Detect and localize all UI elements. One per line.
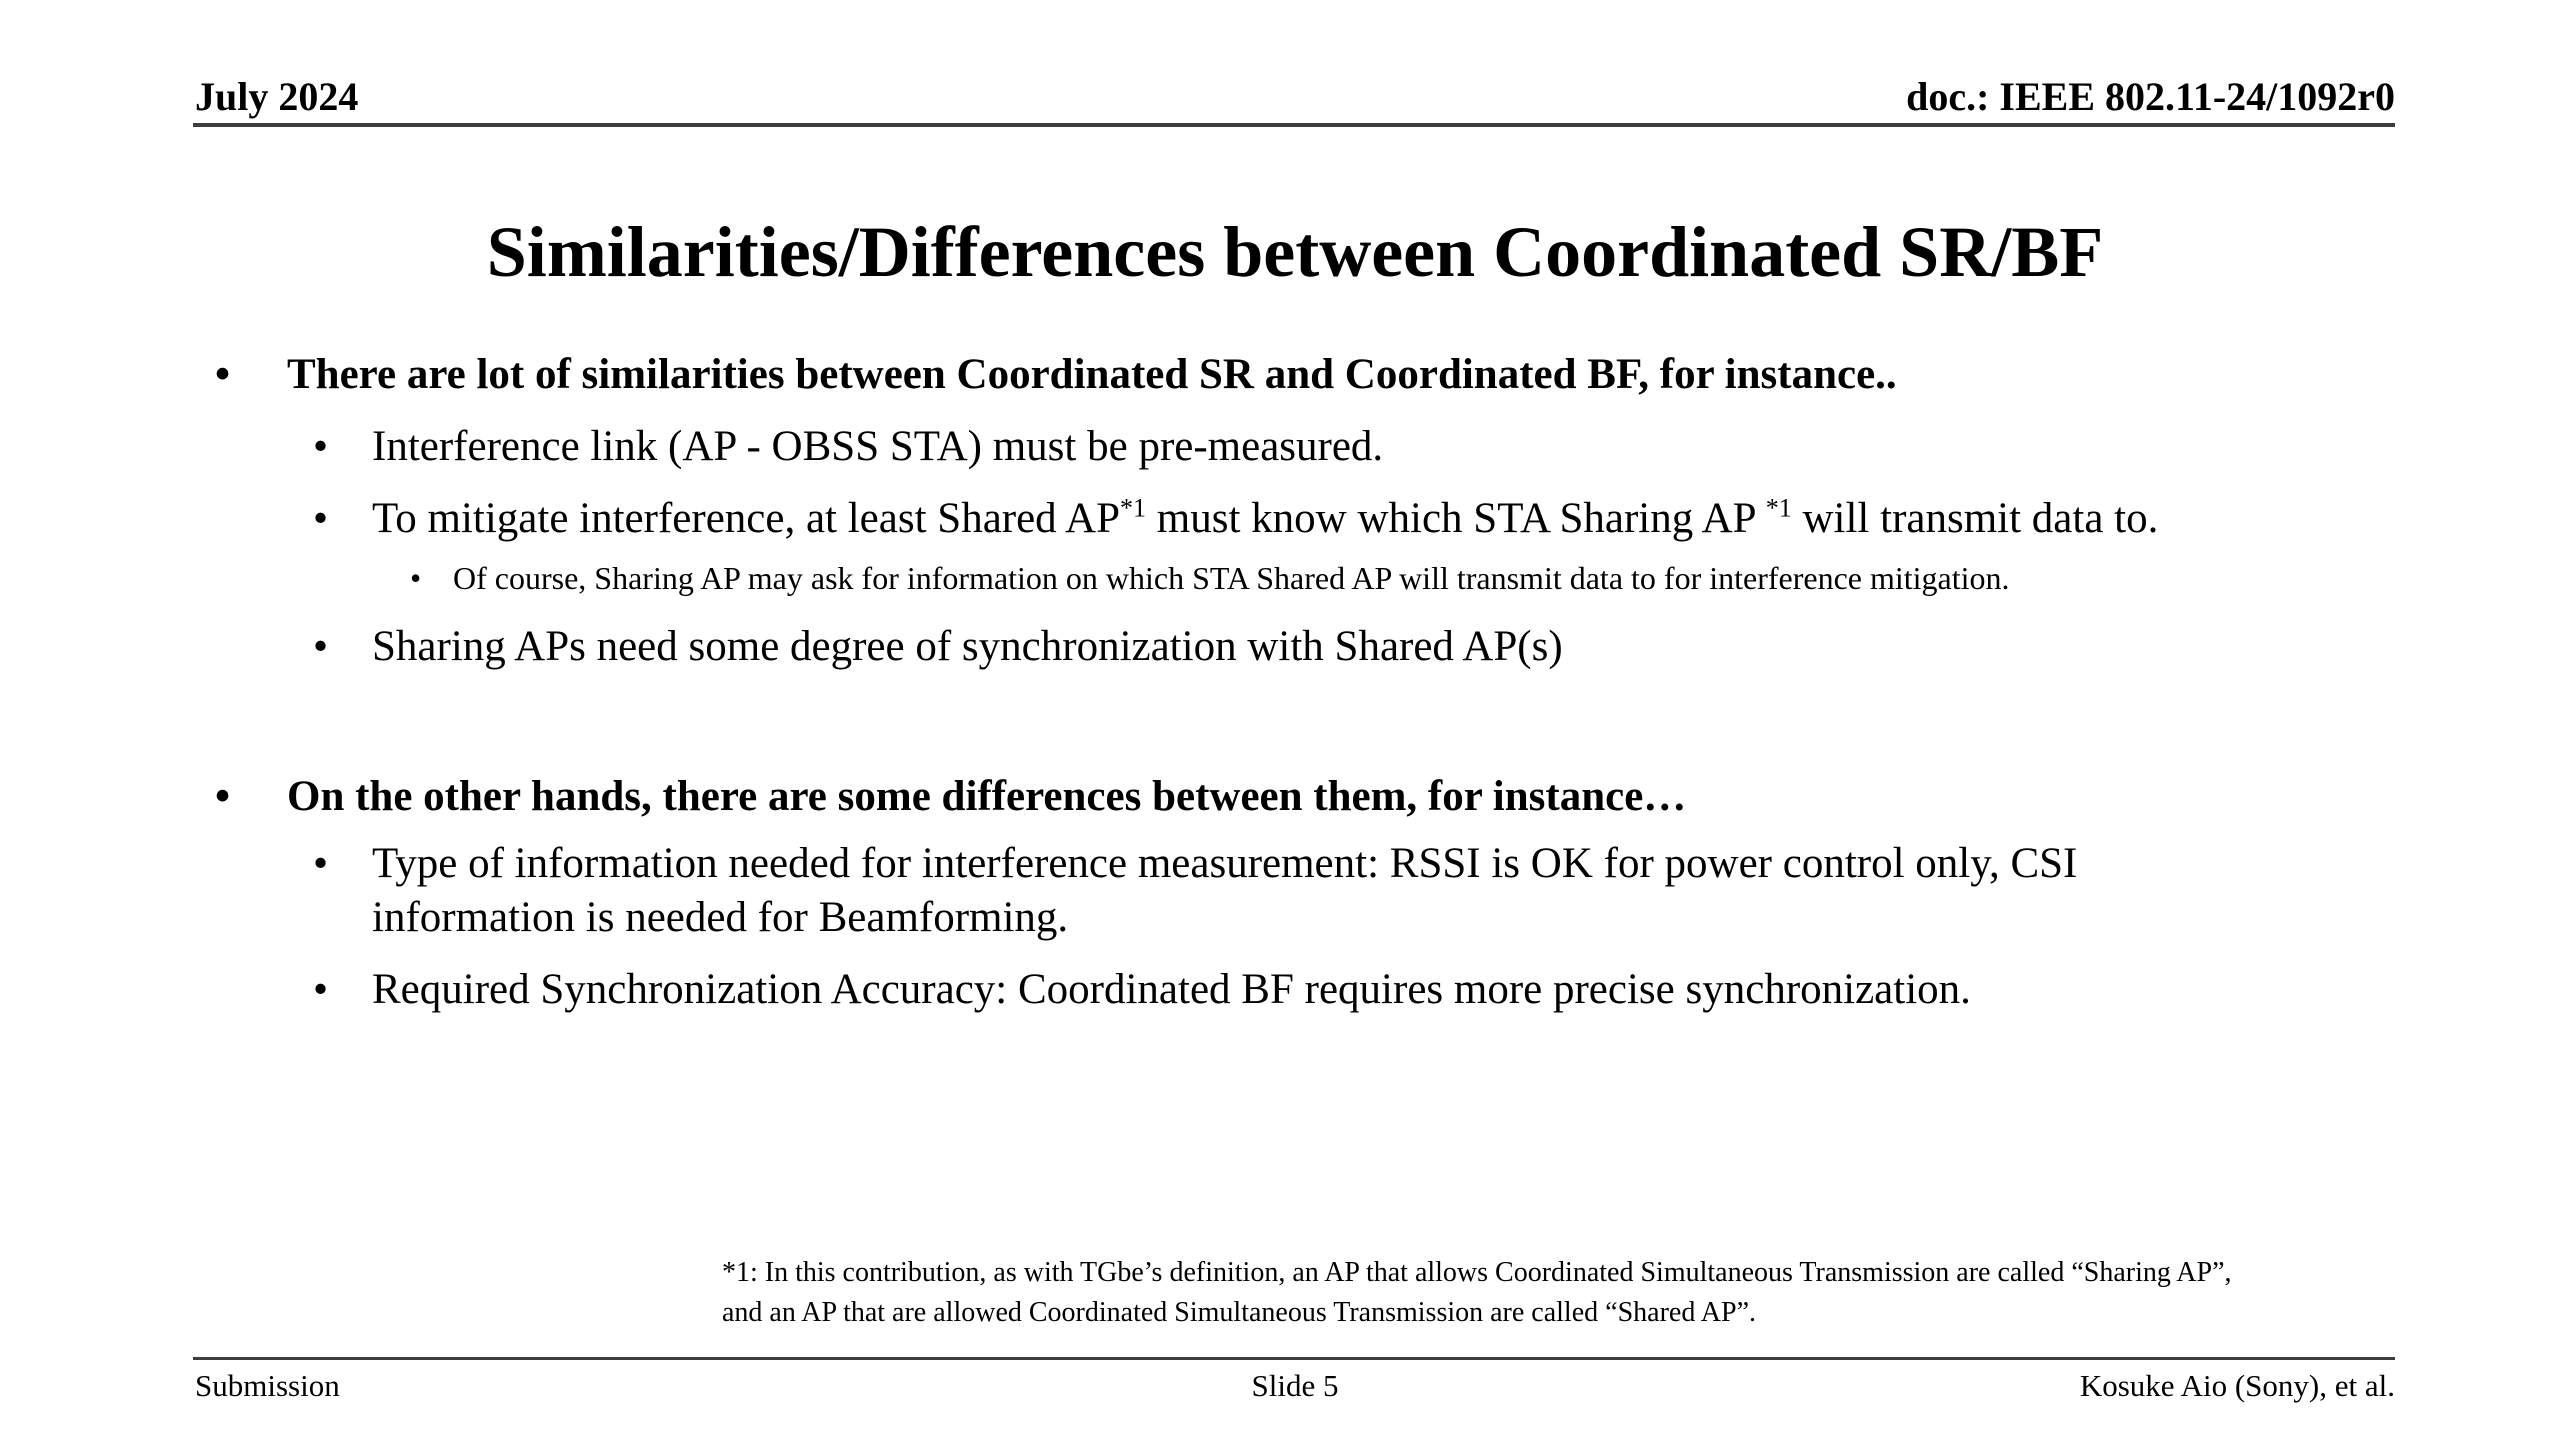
footer	[195, 1367, 2395, 1405]
bullet-item-differences-heading	[215, 770, 2440, 824]
bullet-icon: •	[313, 423, 329, 470]
bullet-list	[195, 348, 2440, 1035]
bullet-item-of-course-note	[410, 557, 2440, 599]
footnote	[722, 1253, 2232, 1333]
text-segment: must know which STA Sharing AP	[1146, 495, 1766, 542]
text-line: information is needed for Beamforming.	[372, 894, 1069, 941]
bullet-text: Sharing APs need some degree of synchronization with Shared AP(s)	[372, 623, 1563, 670]
text-line: Type of information needed for interference measurement: RSSI is OK for power control only, CSI	[372, 840, 2078, 887]
footnote-line-2: and an AP that are allowed Coordinated Simultaneous Transmission are called “Shared AP”.	[722, 1297, 1756, 1328]
footer-slide-number: Slide 5	[1251, 1368, 1339, 1403]
bullet-icon: •	[215, 351, 231, 398]
bullet-text: Required Synchronization Accuracy: Coordinated BF requires more precise synchronization.	[372, 966, 1971, 1013]
header-doc-number: doc.: IEEE 802.11-24/1092r0	[1906, 74, 2395, 119]
bullet-icon: •	[313, 495, 329, 542]
slide-title: Similarities/Differences between Coordinated SR/BF	[486, 212, 2104, 292]
footer-rule	[193, 1357, 2395, 1360]
bullet-text: There are lot of similarities between Coordinated SR and Coordinated BF, for instance..	[287, 351, 1897, 398]
footer-authors: Kosuke Aio (Sony), et al.	[2079, 1368, 2395, 1403]
bullet-item-similarities-heading	[215, 348, 2440, 402]
bullet-text: Of course, Sharing AP may ask for information on which STA Shared AP will transmit data to for interference mitigation.	[453, 560, 2010, 596]
bullet-text	[372, 492, 2158, 546]
bullet-icon: •	[313, 966, 329, 1013]
header-rule	[193, 123, 2395, 127]
bullet-icon: •	[410, 560, 422, 596]
header-date: July 2024	[195, 74, 359, 119]
footer-submission: Submission	[195, 1368, 340, 1403]
bullet-icon: •	[313, 623, 329, 670]
text-segment: will transmit data to.	[1791, 495, 2159, 542]
bullet-text	[372, 837, 2077, 945]
bullet-icon: •	[215, 773, 231, 820]
bullet-item-information-type	[313, 837, 2440, 945]
footnote-ref-icon: *1	[1120, 493, 1147, 523]
bullet-icon: •	[313, 840, 329, 887]
text-segment: To mitigate interference, at least Shared AP	[372, 495, 1121, 542]
bullet-item-sync-accuracy	[313, 963, 2440, 1017]
bullet-item-synchronization	[313, 620, 2440, 674]
bullet-item-mitigate-interference	[313, 492, 2440, 546]
footnote-line-1: *1: In this contribution, as with TGbe’s definition, an AP that allows Coordinated Simultaneous Transmission are called “Sharing AP”,	[722, 1257, 2232, 1288]
bullet-text: On the other hands, there are some differences between them, for instance…	[287, 773, 1687, 820]
footnote-ref-icon: *1	[1765, 493, 1792, 523]
bullet-item-interference-link	[313, 420, 2440, 474]
bullet-text: Interference link (AP - OBSS STA) must be pre-measured.	[372, 423, 1384, 470]
